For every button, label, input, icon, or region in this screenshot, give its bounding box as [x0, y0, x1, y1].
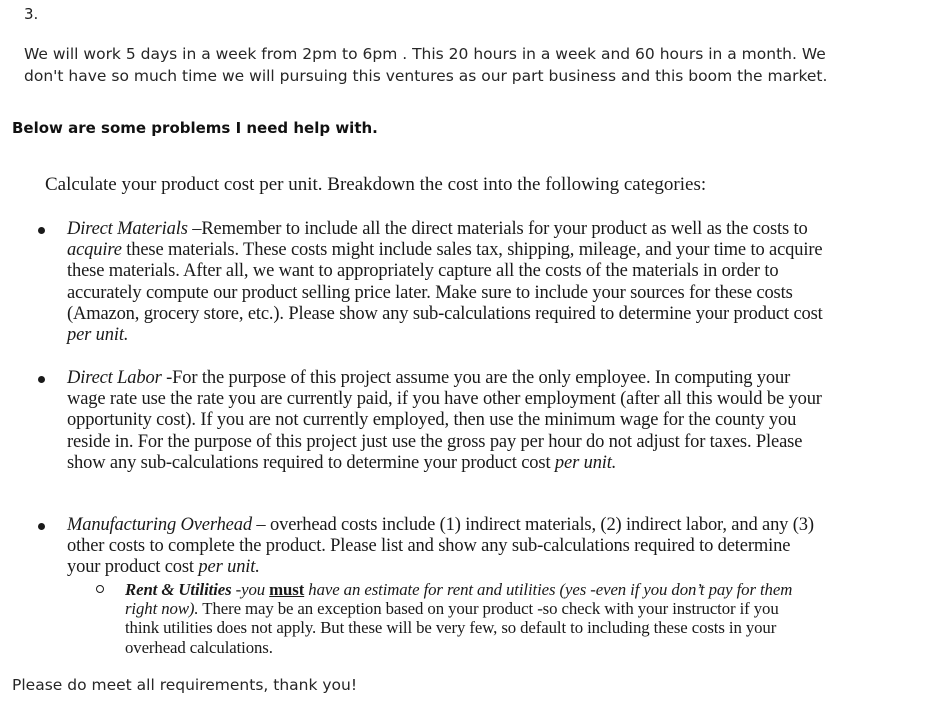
closing-note: Please do meet all requirements, thank you!	[12, 676, 358, 694]
bullet-icon	[38, 376, 45, 383]
item-emphasis: per unit.	[554, 452, 617, 473]
sub-item-text: There may be an exception based on your product -so check with your instructor if you think utilities does not apply. But these will be very few, so default to including these costs in your overhead calculations.	[125, 599, 779, 657]
item-title: Direct Labor	[67, 368, 162, 388]
item-text: – overhead costs include (1) indirect materials, (2) indirect labor, and any (3) other costs to complete the product. Please list and show any sub-calculations required to determine your product cost	[67, 515, 814, 578]
sub-list-item-text	[125, 580, 815, 657]
hollow-bullet-icon	[96, 585, 104, 593]
item-text: –Remember to include all the direct materials for your product as well as the costs to	[187, 219, 808, 239]
item-emphasis: acquire	[67, 240, 122, 261]
item-title: Direct Materials	[67, 219, 188, 239]
bullet-icon	[38, 523, 45, 530]
subheading: Below are some problems I need help with.	[12, 119, 378, 137]
bullet-icon	[38, 227, 45, 234]
list-item-text	[67, 219, 827, 346]
assignment-lead: Calculate your product cost per unit. Breakdown the cost into the following categories:	[45, 174, 707, 195]
item-title: Manufacturing Overhead	[67, 515, 252, 535]
must-emphasis: must	[269, 580, 305, 599]
item-text: these materials. These costs might include sales tax, shipping, mileage, and your time to acquire these materials. After all, we want to appropriately capture all the costs of the materials in order to accurately compute our product selling price later. Make sure to include your sources for these costs (Amazon, grocery store, etc.). Please show any sub-calculations required to determine your product cost	[67, 240, 823, 324]
intro-paragraph: We will work 5 days in a week from 2pm to 6pm . This 20 hours in a week and 60 hours in a month. We don't have so much time we will pursuing this ventures as our part business and this boom the market.	[24, 45, 828, 85]
sub-item-text: -you	[231, 580, 270, 599]
item-emphasis: per unit.	[198, 557, 260, 578]
item-emphasis: per unit.	[67, 325, 129, 346]
sub-item-title: Rent & Utilities	[125, 580, 232, 599]
sub-item-text: have an estimate for rent and utilities (yes -even if you don’t pay for them right now).	[125, 580, 793, 619]
item-text: -For the purpose of this project assume you are the only employee. In computing your wage rate use the rate you are currently paid, if you have other employment (after all this would be your opportunity cost). If you are not currently employed, then use the minimum wage for the county you reside in. For the purpose of this project just use the gross pay per hour do not adjust for taxes. Please show any sub-calculations required to determine your product cost	[67, 368, 822, 473]
question-number: 3.	[24, 5, 39, 23]
list-item-text	[67, 368, 827, 474]
list-item-text	[67, 515, 827, 579]
